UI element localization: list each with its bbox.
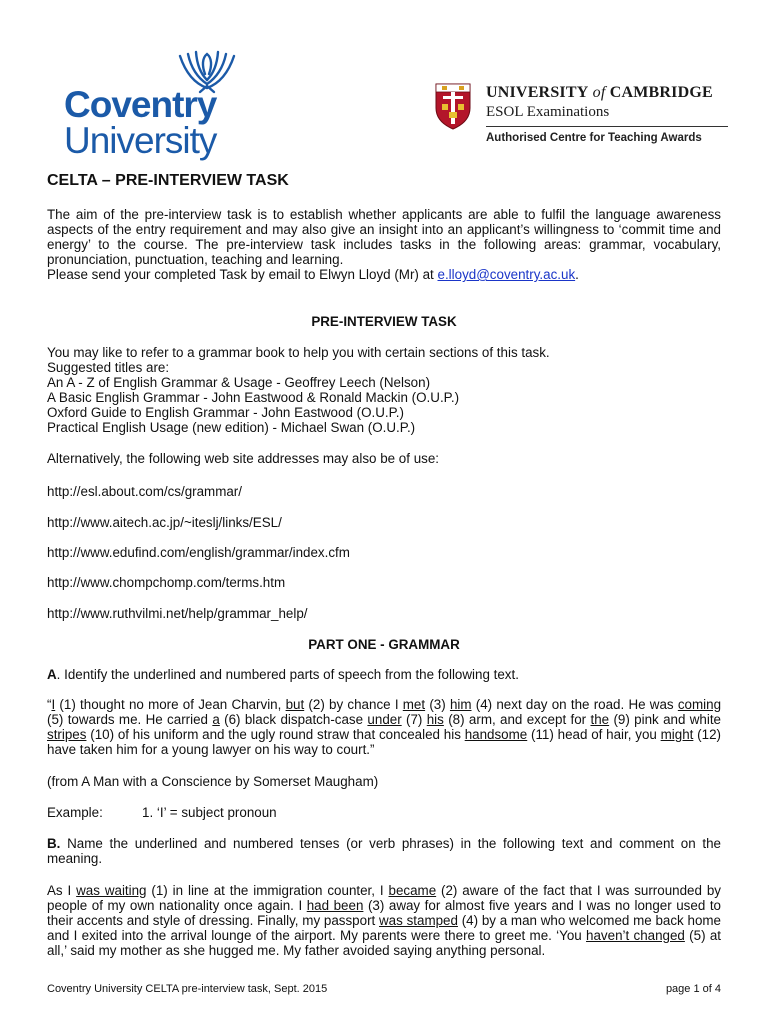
coventry-wordmark-line1: Coventry <box>64 84 217 125</box>
quote-text <box>47 697 721 757</box>
references-block <box>47 345 721 435</box>
underlined-word: but <box>285 697 305 712</box>
underlined-verb: was waiting <box>76 883 147 898</box>
task-b-instruction <box>47 836 721 866</box>
cambridge-title <box>486 84 713 102</box>
underlined-word: might <box>660 727 694 742</box>
part-one-heading: PART ONE - GRAMMAR <box>308 637 460 652</box>
passage-segment: (1) in line at the immigration counter, I <box>146 883 389 898</box>
quote-segment: (7) <box>401 712 427 727</box>
passage-segment: (2) aware of the fact that I was surrounded by people of my own nationality once again. I <box>47 883 721 913</box>
quote-segment: (9) pink and white <box>609 712 722 727</box>
quote-open: “ <box>47 697 52 712</box>
task-b-label: B. <box>47 836 61 851</box>
underlined-word: his <box>426 712 444 727</box>
cambridge-title-university: UNIVERSITY <box>486 84 589 101</box>
quote-segment: (10) of his uniform and the ugly round straw that concealed his <box>86 727 465 742</box>
website-link[interactable]: http://www.ruthvilmi.net/help/grammar_help/ <box>47 606 308 621</box>
task-a-label: A <box>47 667 57 682</box>
underlined-word: him <box>449 697 472 712</box>
section-heading: PRE-INTERVIEW TASK <box>311 314 457 329</box>
quote-segment: (4) next day on the road. He was <box>471 697 678 712</box>
coventry-wordmark-line2: University <box>64 120 217 161</box>
underlined-verb: haven’t changed <box>586 928 685 943</box>
cambridge-divider <box>486 126 728 127</box>
passage-segment: (4) by a man who welcomed me back home and I exited into the arrival lounge of the airport. My parents were there to greet me. ‘You <box>47 913 721 943</box>
website-link[interactable]: http://www.edufind.com/english/grammar/index.cfm <box>47 545 350 560</box>
cambridge-title-of: of <box>592 84 606 101</box>
passage-text <box>47 883 721 958</box>
send-suffix: . <box>575 267 579 282</box>
website-link[interactable]: http://www.aitech.ac.jp/~iteslj/links/ESL/ <box>47 515 282 530</box>
quote-segment: (8) arm, and except for <box>443 712 591 727</box>
quote-segment: (6) black dispatch-case <box>219 712 368 727</box>
quote-segment: (11) head of hair, you <box>527 727 661 742</box>
intro-paragraph <box>47 207 721 282</box>
website-link[interactable]: http://www.chompchomp.com/terms.htm <box>47 575 286 590</box>
send-prefix: Please send your completed Task by email to Elwyn Lloyd (Mr) at <box>47 267 438 282</box>
task-b-text: Name the underlined and numbered tenses (or verb phrases) in the following text and comment on the meaning. <box>47 836 721 866</box>
footer-page-number: page 1 of 4 <box>665 983 721 995</box>
quote-segment: (12) have taken him for a young lawyer on his way to court.” <box>47 727 721 757</box>
refs-suggested: Suggested titles are: <box>47 360 170 375</box>
quote-paragraph <box>47 697 721 757</box>
intro-text: The aim of the pre-interview task is to establish whether applicants are able to fulfil the language awareness aspects of the entry requirement and may also give an insight into an applicant’s willingness to ‘commit time and energy’ to the course. The pre-interview task includes tasks in the following areas: grammar, vocabulary, pronunciation, punctuation, teaching and learning. <box>47 207 721 267</box>
passage-segment: As I <box>47 883 77 898</box>
underlined-word: coming <box>677 697 722 712</box>
quote-segment: (5) towards me. He carried <box>47 712 213 727</box>
underlined-word: stripes <box>47 727 87 742</box>
book-item: Practical English Usage (new edition) - Michael Swan (O.U.P.) <box>47 420 416 435</box>
task-a-instruction <box>47 667 519 682</box>
cambridge-authorised: Authorised Centre for Teaching Awards <box>486 132 702 144</box>
cambridge-title-cambridge: CAMBRIDGE <box>609 84 713 101</box>
quote-segment: (3) <box>425 697 450 712</box>
underlined-verb: had been <box>306 898 364 913</box>
book-item: A Basic English Grammar - John Eastwood & Ronald Mackin (O.U.P.) <box>47 390 460 405</box>
underlined-word: under <box>367 712 402 727</box>
book-item: Oxford Guide to English Grammar - John Eastwood (O.U.P.) <box>47 405 404 420</box>
example-value: 1. ‘I’ = subject pronoun <box>142 805 277 820</box>
email-link[interactable]: e.lloyd@coventry.ac.uk <box>437 267 576 282</box>
passage-segment: (5) at all,’ said my mother as she hugged me. My father avoided saying anything personal. <box>47 928 722 958</box>
page-title: CELTA – PRE-INTERVIEW TASK <box>47 172 289 189</box>
underlined-word: I <box>51 697 56 712</box>
website-link[interactable]: http://esl.about.com/cs/grammar/ <box>47 484 242 499</box>
send-instructions <box>47 267 721 282</box>
cambridge-shield-icon <box>434 82 472 130</box>
web-intro: Alternatively, the following web site addresses may also be of use: <box>47 451 440 466</box>
passage-segment: (3) away for almost five years and I was no longer used to their accents and style of dressing. Finally, my passport <box>47 898 721 928</box>
quote-segment: (1) thought no more of Jean Charvin, <box>55 697 286 712</box>
book-item: An A - Z of English Grammar & Usage - Geoffrey Leech (Nelson) <box>47 375 431 390</box>
quote-segment: (2) by chance I <box>304 697 403 712</box>
quote-source: (from A Man with a Conscience by Somerset Maugham) <box>47 774 379 789</box>
task-a-text: . Identify the underlined and numbered parts of speech from the following text. <box>56 667 519 682</box>
underlined-word: handsome <box>464 727 528 742</box>
underlined-word: met <box>402 697 426 712</box>
cambridge-esol: ESOL Examinations <box>486 104 610 120</box>
refs-intro: You may like to refer to a grammar book to help you with certain sections of this task. <box>47 345 550 360</box>
passage-paragraph <box>47 883 721 958</box>
underlined-verb: became <box>388 883 437 898</box>
underlined-word: the <box>590 712 610 727</box>
coventry-logo <box>60 44 235 159</box>
underlined-word: a <box>212 712 220 727</box>
underlined-verb: was stamped <box>379 913 458 928</box>
footer-left: Coventry University CELTA pre-interview task, Sept. 2015 <box>47 983 328 995</box>
example-label: Example: <box>47 805 103 820</box>
cambridge-logo <box>434 82 734 152</box>
